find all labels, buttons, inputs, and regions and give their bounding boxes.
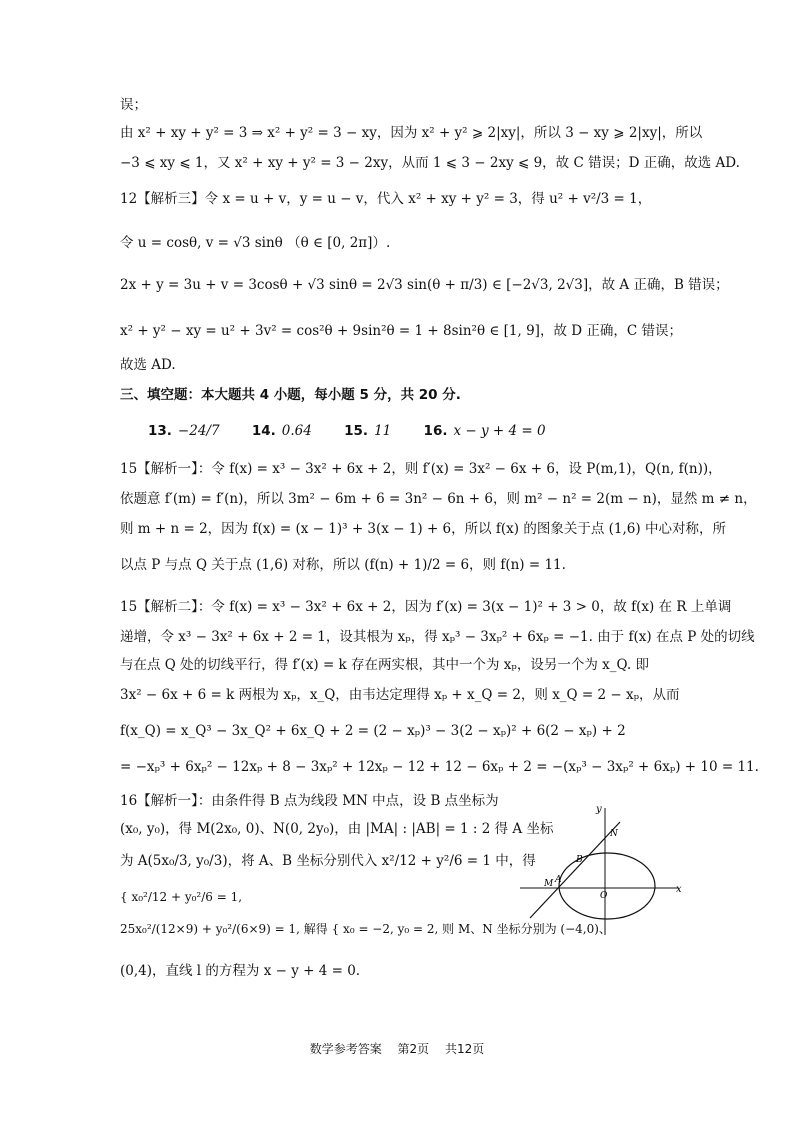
ellipse-figure [510, 800, 685, 940]
answer-15: 15. 11 [344, 423, 392, 439]
sol15b-line-1: 15【解析二】：令 f(x) = x³ − 3x² + 6x + 2，因为 f′(x) = 3(x − 1)² + 3 > 0，故 f(x) 在 R 上单调 [120, 599, 732, 615]
sol16-line-4: { x₀²/12 + y₀²/6 = 1, [120, 890, 243, 904]
answer-13: 13. −24/7 [148, 423, 220, 439]
label-x: x [676, 884, 682, 895]
footer-page: 第2页 [397, 1042, 430, 1056]
sol15b-line-5: f(x_Q) = x_Q³ − 3x_Q² + 6x_Q + 2 = (2 − xₚ)³ − 3(2 − xₚ)² + 6(2 − xₚ) + 2 [120, 723, 626, 739]
text-line-1: 误； [120, 97, 147, 113]
text-line-6: 2x + y = 3u + v = 3cosθ + √3 sinθ = 2√3 sin(θ + π/3) ∈ [−2√3, 2√3]，故 A 正确，B 错误； [120, 277, 729, 293]
label-y: y [596, 804, 602, 815]
sol15b-line-2: 递增，令 x³ − 3x² + 6x + 2 = 1，设其根为 xₚ，得 xₚ³ − 3xₚ² + 6xₚ = −1. 由于 f(x) 在点 P 处的切线 [120, 629, 755, 645]
label-M: M [544, 879, 554, 889]
section-heading: 三、填空题：本大题共 4 小题，每小题 5 分，共 20 分. [120, 387, 461, 403]
sol15a-line-4: 以点 P 与点 Q 关于点 (1,6) 对称，所以 (f(n) + 1)/2 = 6，则 f(n) = 11. [120, 557, 566, 573]
answer-16: 16. x − y + 4 = 0 [423, 423, 546, 439]
label-O: O [600, 891, 608, 901]
text-line-8: 故选 AD. [120, 357, 176, 373]
answer-14: 14. 0.64 [251, 423, 312, 439]
line-l [530, 822, 620, 918]
label-A: A [555, 875, 562, 885]
sol16-line-6: (0,4)，直线 l 的方程为 x − y + 4 = 0. [120, 963, 361, 979]
sol15b-line-6: = −xₚ³ + 6xₚ² − 12xₚ + 8 − 3xₚ² + 12xₚ − 12 + 12 − 6xₚ + 2 = −(xₚ³ − 3xₚ² + 6xₚ) + 10 = 11. [120, 759, 759, 775]
sol15a-line-3: 则 m + n = 2，因为 f(x) = (x − 1)³ + 3(x − 1) + 6，所以 f(x) 的图象关于点 (1,6) 中心对称，所 [120, 521, 726, 537]
text-line-5: 令 u = cosθ, v = √3 sinθ （θ ∈ [0, 2π]）. [120, 235, 391, 251]
sol16-line-2: (x₀, y₀)，得 M(2x₀, 0)、N(0, 2y₀)，由 |MA| : |AB| = 1 : 2 得 A 坐标 [120, 821, 554, 837]
text-line-7: x² + y² − xy = u² + 3v² = cos²θ + 9sin²θ = 1 + 8sin²θ ∈ [1, 9]，故 D 正确，C 错误； [120, 323, 682, 339]
answer-row [148, 422, 574, 440]
text-line-2: 由 x² + xy + y² = 3 ⇒ x² + y² = 3 − xy，因为 x² + y² ⩾ 2|xy|，所以 3 − xy ⩾ 2|xy|，所以 [120, 125, 703, 141]
text-line-3: −3 ⩽ xy ⩽ 1，又 x² + xy + y² = 3 − 2xy，从而 1 ⩽ 3 − 2xy ⩽ 9，故 C 错误；D 正确，故选 AD. [120, 155, 740, 171]
text-line-4: 12【解析三】令 x = u + v，y = u − v，代入 x² + xy + y² = 3，得 u² + v²/3 = 1， [120, 191, 652, 207]
footer-total: 共12页 [445, 1042, 485, 1056]
ellipse-curve [559, 853, 655, 919]
sol15a-line-1: 15【解析一】：令 f(x) = x³ − 3x² + 6x + 2，则 f′(x) = 3x² − 6x + 6，设 P(m,1)，Q(n, f(n))， [120, 461, 722, 477]
footer-subject: 数学参考答案 [309, 1042, 382, 1056]
sol15b-line-4: 3x² − 6x + 6 = k 两根为 xₚ，x_Q，由韦达定理得 xₚ + x_Q = 2，则 x_Q = 2 − xₚ，从而 [120, 687, 680, 703]
label-B: B [576, 855, 583, 865]
label-N: N [610, 829, 618, 839]
sol15a-line-2: 依题意 f′(m) = f′(n)，所以 3m² − 6m + 6 = 3n² − 6n + 6，则 m² − n² = 2(m − n)，显然 m ≠ n， [120, 491, 757, 507]
sol15b-line-3: 与在点 Q 处的切线平行，得 f′(x) = k 存在两实根，其中一个为 xₚ，设另一个为 x_Q. 即 [120, 657, 649, 673]
page-footer [0, 1040, 794, 1057]
sol16-line-3: 为 A(5x₀/3, y₀/3)，将 A、B 坐标分别代入 x²/12 + y²/6 = 1 中，得 [120, 853, 536, 869]
sol16-line-5: 25x₀²/(12×9) + y₀²/(6×9) = 1, 解得 { x₀ = −2, y₀ = 2, 则 M、N 坐标分别为 (−4,0)、 [120, 922, 611, 936]
sol16-line-1: 16【解析一】：由条件得 B 点为线段 MN 中点，设 B 点坐标为 [120, 793, 499, 809]
